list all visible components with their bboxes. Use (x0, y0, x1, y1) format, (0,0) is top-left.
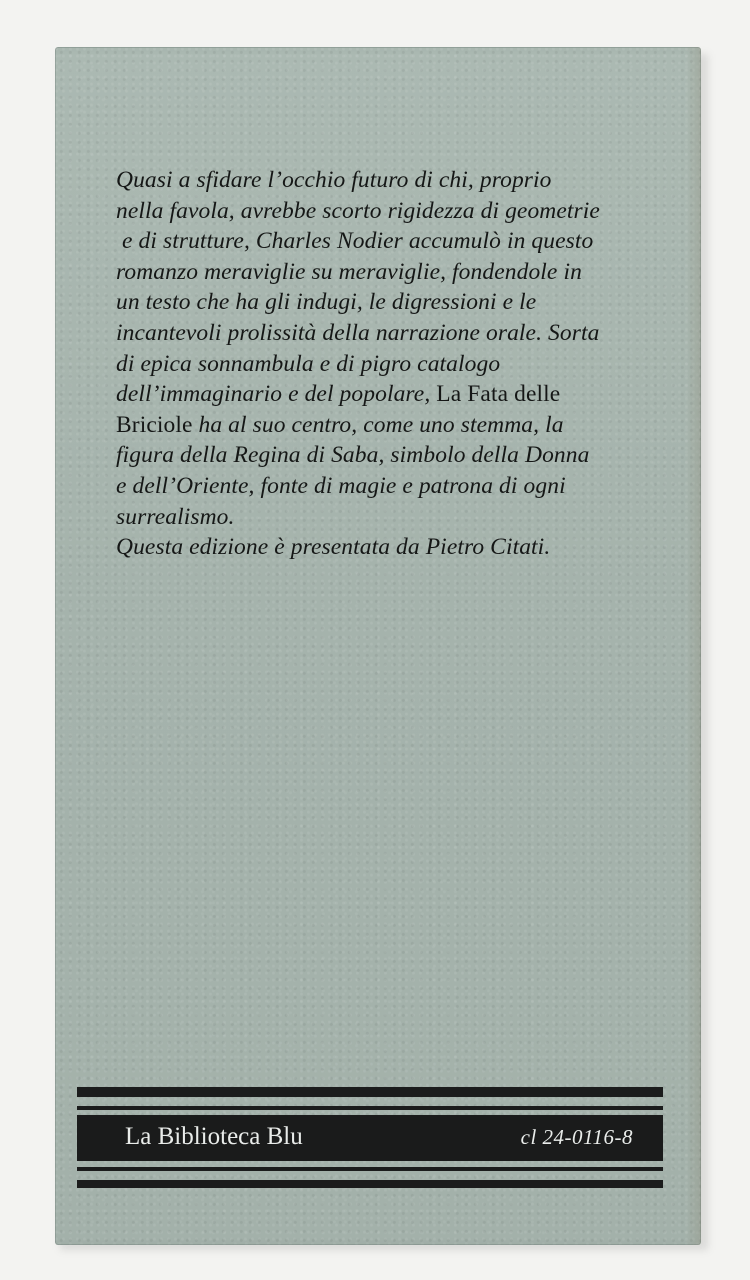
presenter-line: Questa edizione è presentata da Pietro Citati. (116, 534, 551, 561)
blurb-line: incantevoli prolissità della narrazione orale. Sorta (116, 319, 600, 346)
blurb-line: e dell’Oriente, fonte di magie e patrona di ogni (116, 472, 566, 499)
blurb-line-with-title (116, 410, 696, 441)
blurb-line: figura della Regina di Saba, simbolo della Donna (116, 442, 590, 469)
band-stripe (77, 1087, 663, 1097)
blurb-line: surrealismo. (116, 503, 235, 530)
series-name: La Biblioteca Blu (125, 1123, 303, 1150)
blurb-line: un testo che ha gli indugi, le digressioni e le (116, 289, 537, 316)
band-stripe (77, 1167, 663, 1171)
blurb-line-with-title (116, 379, 696, 410)
blurb-line: nella favola, avrebbe scorto rigidezza di geometrie (116, 197, 600, 224)
series-label-bar (77, 1115, 663, 1161)
blurb-line: di epica sonnambula e di pigro catalogo (116, 350, 501, 377)
blurb-line: dell’immaginario e del popolare, (116, 381, 431, 408)
catalog-code: cl 24-0116-8 (520, 1125, 633, 1149)
book-back-cover (55, 47, 701, 1245)
band-stripe (77, 1180, 663, 1188)
blurb-line: e di strutture, Charles Nodier accumulò in questo (122, 228, 594, 255)
blurb-line: Quasi a sfidare l’occhio futuro di chi, proprio (116, 167, 552, 193)
book-title-part-1: La Fata delle (436, 381, 561, 408)
blurb-line: romanzo meraviglie su meraviglie, fondendole in (116, 258, 582, 285)
book-title-part-2: Briciole (116, 411, 193, 438)
blurb-text (116, 165, 696, 563)
band-stripe (77, 1106, 663, 1110)
blurb-line: ha al suo centro, come uno stemma, la (192, 411, 564, 438)
